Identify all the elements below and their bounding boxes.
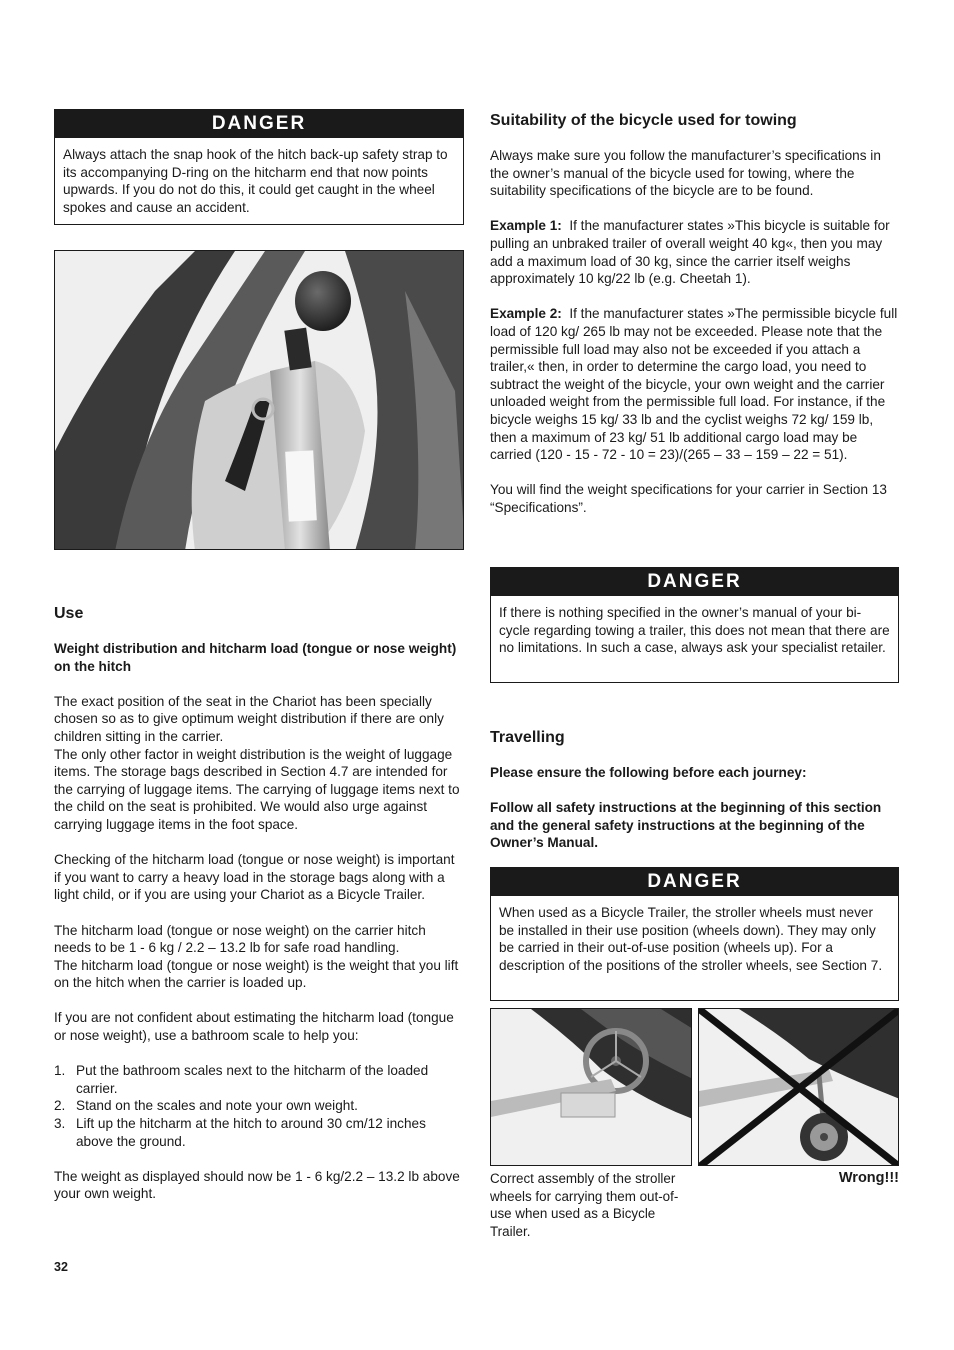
travelling-bold-2: Follow all safety instructions at the beginning of this section and the general safety instructions at the beginning of the Owner’s Manual. [490, 800, 882, 851]
correct-wheel-illustration [491, 1009, 692, 1166]
list-item: 2. Stand on the scales and note your own weight. [54, 1098, 358, 1114]
use-paragraph-2: Checking of the hitcharm load (tongue or nose weight) is important if you want to carry a heavy load in the storage bags along with a light child, or if you are using your Chariot as a Bicycle Trailer. [54, 852, 455, 903]
list-item: 3. Lift up the hitcharm at the hitch to around 30 cm/12 inches above the ground. [54, 1116, 426, 1149]
danger-box-towing-limits [490, 567, 899, 683]
use-heading: Use [54, 605, 84, 622]
use-paragraph-3: The hitcharm load (tongue or nose weight) on the carrier hitch needs to be 1 - 6 kg / 2.2 – 13.2 lb for safe road handling. [54, 922, 426, 956]
use-paragraph-1b: The only other factor in weight distribution is the weight of luggage items. The storage bags described in Section 4.7 are intended for the carrying of luggage items. The carrying of luggage items next to the child on the seat is prohibited. We would also urge against carrying luggage items in the foot space. [54, 746, 460, 832]
correct-caption: Correct assembly of the stroller wheels for carrying them out-of-use when used as a Bicycle Trailer. [490, 1171, 679, 1239]
suitability-section [490, 111, 902, 516]
correct-wheel-photo [490, 1008, 692, 1166]
wrong-wheel-photo [698, 1008, 899, 1166]
travelling-heading: Travelling [490, 729, 565, 746]
travelling-bold-1: Please ensure the following before each journey: [490, 765, 807, 780]
hitch-photo [54, 250, 464, 550]
danger-text: If there is nothing specified in the owner’s manual of your bi-cycle regarding towing a trailer, this does not mean that there are no limitations. In such a case, always ask your specialist retailer. [499, 605, 890, 656]
use-paragraph-3b: The hitcharm load (tongue or nose weight) is the weight that you lift on the hitch when the carrier is loaded up. [54, 957, 459, 991]
page-number: 32 [54, 1260, 68, 1274]
use-section [54, 604, 460, 1203]
danger-heading: DANGER [491, 868, 898, 896]
example-1: Example 1: If the manufacturer states »This bicycle is suitable for pulling an unbraked trailer of overall weight 40 kg«, then you may add a maximum load of 30 kg, since the carrier itself weighs approximately 10 kg/22 lb (e.g. Cheetah 1). [490, 218, 890, 287]
suitability-heading: Suitability of the bicycle used for towing [490, 112, 797, 129]
use-paragraph-5: The weight as displayed should now be 1 - 6 kg/2.2 – 13.2 lb above your own weight. [54, 1168, 460, 1202]
use-paragraph-1: The exact position of the seat in the Chariot has been specially chosen so as to give optimum weight distribution if there are only children sitting in the carrier. [54, 693, 444, 744]
scale-steps-list [54, 1062, 460, 1150]
wrong-wheel-illustration [699, 1009, 899, 1166]
danger-text: When used as a Bicycle Trailer, the stroller wheels must never be installed in their use position (wheels down). They may only be carried in their out-of-use position (wheels up). For a description of the positions of the stroller wheels, see Section 7. [499, 905, 883, 973]
suitability-paragraph-2: You will find the weight specifications for your carrier in Section 13 “Specifications”. [490, 482, 887, 515]
use-paragraph-4: If you are not confident about estimating the hitcharm load (tongue or nose weight), use a bathroom scale to help you: [54, 1010, 454, 1044]
weight-distribution-subheading: Weight distribution and hitcharm load (tongue or nose weight) on the hitch [54, 641, 457, 674]
suitability-paragraph-1: Always make sure you follow the manufacturer’s specifications in the owner’s manual of the bicycle used for towing, where the suitability specifications of the bicycle are to be found. [490, 148, 881, 199]
example-2: Example 2: If the manufacturer states »The permissible bicycle full load of 120 kg/ 265 lb may not be exceeded. Please note that the permissible full load may also not be exceeded if you attach a trailer,« then, in order to determine the cargo load, you need to subtract the weight of the bicycle, your own weight and the carrier unloaded weight from the permissible full load. For instance, if the bicycle weighs 15 kg/ 33 lb and the cyclist weighs 72 kg/ 159 lb, then a maximum of 23 kg/ 51 lb additional cargo load may be carried (120 - 15 - 72 - 10 = 23)/(265 – 33 – 159 – 22 = 51). [490, 306, 898, 463]
danger-box-stroller-wheels [490, 867, 899, 1001]
danger-box-snap-hook [54, 109, 464, 225]
danger-text: Always attach the snap hook of the hitch back-up safety strap to its accompanying D-ring on the hitcharm end that now points upwards. If you do not do this, it could get caught in the wheel spokes and cause an accident. [63, 147, 448, 215]
danger-heading: DANGER [55, 110, 463, 138]
list-item: 1. Put the bathroom scales next to the hitcharm of the loaded carrier. [54, 1063, 429, 1096]
travelling-section [490, 728, 902, 852]
hitch-illustration [55, 251, 464, 550]
danger-heading: DANGER [491, 568, 898, 596]
wrong-caption: Wrong!!! [838, 1170, 899, 1186]
